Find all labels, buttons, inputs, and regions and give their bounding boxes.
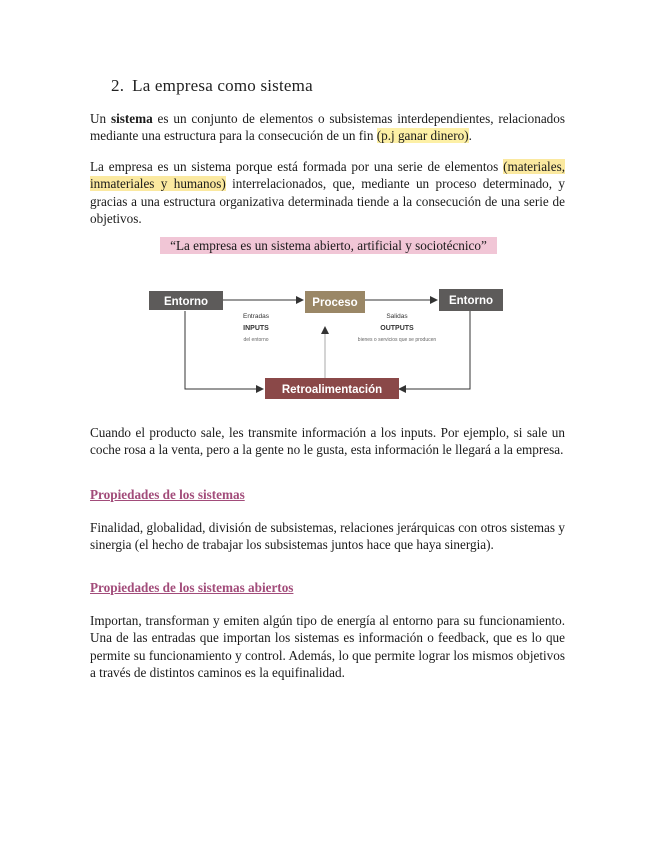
p2-pre: La empresa es un sistema porque está formada por una serie de elementos: [90, 159, 504, 174]
section-heading: [111, 76, 313, 96]
p1-highlight: (p.j ganar dinero): [376, 128, 469, 144]
paragraph-propiedades: Finalidad, globalidad, división de subsistemas, relaciones jerárquicas con otros sistemas y sinergia (el hecho de trabajar los subsistemas juntos hace que haya sinergia).: [90, 520, 565, 553]
inputs-main-label: INPUTS: [243, 325, 269, 332]
outputs-top-label: Salidas: [386, 313, 408, 320]
paragraph-feedback-example: Cuando el producto sale, les transmite información a los inputs. Por ejemplo, si sale un coche rosa a la venta, pero a la gente no le gusta, esta información le llegará a la empresa.: [90, 425, 565, 458]
subheading-propiedades-sistemas: Propiedades de los sistemas: [90, 487, 245, 502]
section-number: 2.: [111, 76, 125, 95]
p1-bold-term: sistema: [110, 111, 153, 126]
p1-post: .: [468, 128, 472, 144]
inputs-top-label: Entradas: [242, 313, 270, 320]
arrow-feedback-loop: [399, 311, 470, 389]
paragraph-empresa-sistema: [90, 158, 565, 228]
entorno-right-label: Entorno: [448, 295, 494, 307]
paragraph-sistema-definition: [90, 110, 565, 145]
proceso-label: Proceso: [312, 297, 358, 309]
entorno-left-label: Entorno: [163, 296, 209, 308]
outputs-main-label: OUTPUTS: [380, 325, 414, 332]
outputs-sub-label: bienes o servicios que se producen: [357, 337, 437, 343]
p2-highlight: (materiales, inmateriales y humanos): [90, 159, 565, 192]
inputs-sub-label: del entorno: [243, 337, 269, 343]
arrow-env-to-feedback: [185, 311, 263, 389]
p1-pre: Un: [90, 111, 111, 126]
p1-mid: es un conjunto de elementos o subsistemas interdependientes, relacionados mediante una estructura para la consecución de un fin: [90, 111, 565, 144]
highlighted-quote: “La empresa es un sistema abierto, artificial y sociotécnico”: [160, 237, 497, 254]
section-title: La empresa como sistema: [132, 76, 313, 95]
retroalimentacion-label: Retroalimentación: [281, 384, 383, 396]
subheading-propiedades-abiertos: Propiedades de los sistemas abiertos: [90, 580, 294, 595]
p2-post: interrelacionados, que, mediante un proceso determinado, y gracias a una estructura organizativa determinada tiende a la consecución de una serie de objetivos.: [90, 176, 566, 227]
paragraph-sistemas-abiertos: Importan, transforman y emiten algún tipo de energía al entorno para su funcionamiento. Una de las entradas que importan los sistemas es información o feedback, que es lo que permite su funcionamiento y control. Además, lo que permite lograr los mismos objetivos a través de distintos caminos es la equifinalidad.: [90, 613, 565, 681]
system-diagram: [145, 283, 515, 408]
